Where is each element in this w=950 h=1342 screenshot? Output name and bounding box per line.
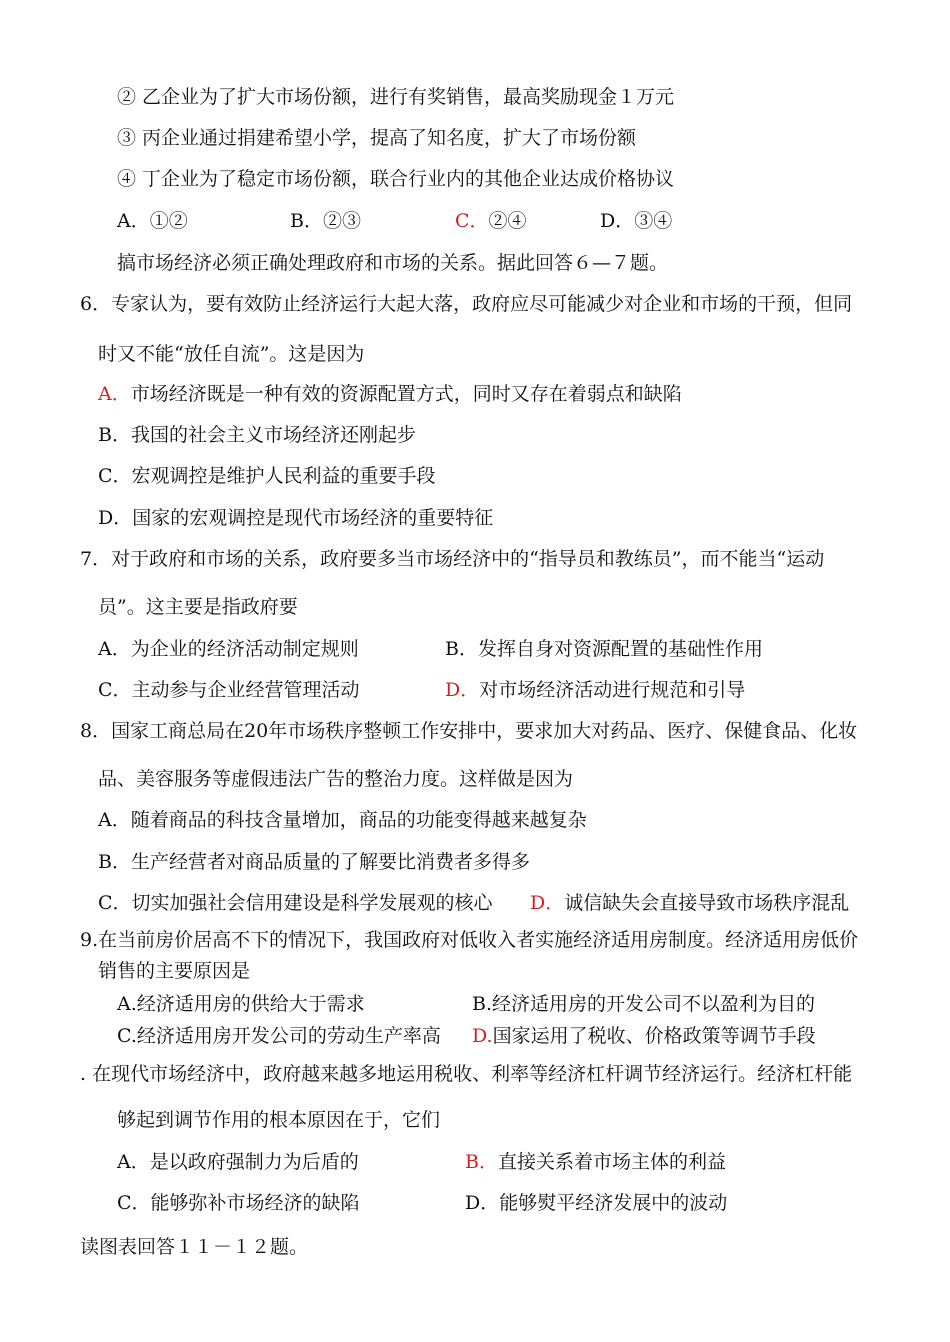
q8-option-c: C．切实加强社会信用建设是科学发展观的核心 — [98, 892, 493, 914]
q10-stem-line1: . 在现代市场经济中，政府越来越多地运用税收、利率等经济杠杆调节经济运行。经济杠杆能 — [80, 1063, 853, 1085]
q7-option-c: C．主动参与企业经营管理活动 — [98, 679, 360, 701]
q9-stem-line1: 9.在当前房价居高不下的情况下，我国政府对低收入者实施经济适用房制度。经济适用房低价 — [80, 929, 859, 951]
q8-option-b: B．生产经营者对商品质量的了解要比消费者多得多 — [98, 851, 530, 873]
answer-mark: D. — [472, 1025, 493, 1047]
intro-6-7: 搞市场经济必须正确处理政府和市场的关系。据此回答６—７题。 — [117, 252, 669, 274]
q9-option-d: D.国家运用了税收、价格政策等调节手段 — [472, 1025, 816, 1047]
q7-stem-line2: 员”。这主要是指政府要 — [98, 596, 298, 618]
q10-option-a: A．是以政府强制力为后盾的 — [117, 1151, 359, 1173]
q10-option-d: D．能够熨平经济发展中的波动 — [465, 1192, 728, 1214]
q5-item-4: ④ 丁企业为了稳定市场份额，联合行业内的其他企业达成价格协议 — [117, 168, 675, 190]
q7-option-a: A．为企业的经济活动制定规则 — [98, 638, 359, 660]
q9-stem-line2: 销售的主要原因是 — [98, 960, 251, 982]
q10-stem-line2: 够起到调节作用的根本原因在于，它们 — [117, 1109, 441, 1131]
q7-option-b: B．发挥自身对资源配置的基础性作用 — [445, 638, 763, 660]
q9-option-b: B.经济适用房的开发公司不以盈利为目的 — [472, 993, 816, 1015]
answer-mark: D． — [530, 892, 565, 914]
q10-option-b: B．直接关系着市场主体的利益 — [465, 1151, 726, 1173]
answer-mark: C． — [455, 210, 489, 232]
answer-mark: A． — [98, 383, 131, 405]
q7-stem-line1: 7．对于政府和市场的关系，政府要多当市场经济中的“指导员和教练员”，而不能当“运动 — [80, 548, 825, 570]
answer-mark: D． — [445, 679, 480, 701]
q5-option-c: C．②④ — [455, 210, 527, 232]
q6-stem-line1: 6．专家认为，要有效防止经济运行大起大落，政府应尽可能减少对企业和市场的干预，但同 — [80, 293, 853, 315]
q6-option-c: C．宏观调控是维护人民利益的重要手段 — [98, 465, 436, 487]
q6-option-b: B．我国的社会主义市场经济还刚起步 — [98, 424, 416, 446]
q6-option-d: D．国家的宏观调控是现代市场经济的重要特征 — [98, 507, 494, 529]
q5-item-3: ③ 丙企业通过捐建希望小学，提高了知名度，扩大了市场份额 — [117, 127, 637, 149]
q8-stem-line2: 品、美容服务等虚假违法广告的整治力度。这样做是因为 — [98, 768, 574, 790]
q7-option-d: D．对市场经济活动进行规范和引导 — [445, 679, 746, 701]
q9-option-a: A.经济适用房的供给大于需求 — [117, 993, 365, 1015]
q8-option-a: A．随着商品的科技含量增加，商品的功能变得越来越复杂 — [98, 809, 587, 831]
q5-option-a: A．①② — [117, 210, 188, 232]
q6-stem-line2: 时又不能“放任自流”。这是因为 — [98, 343, 365, 365]
q5-item-2: ② 乙企业为了扩大市场份额，进行有奖销售，最高奖励现金１万元 — [117, 86, 675, 108]
q6-option-a: A．市场经济既是一种有效的资源配置方式，同时又存在着弱点和缺陷 — [98, 383, 682, 405]
q5-option-b: B．②③ — [290, 210, 361, 232]
answer-mark: B． — [465, 1151, 498, 1173]
q8-stem-line1: 8．国家工商总局在20年市场秩序整顿工作安排中，要求加大对药品、医疗、保健食品、化妆 — [80, 720, 858, 742]
q8-option-d: D．诚信缺失会直接导致市场秩序混乱 — [530, 892, 850, 914]
q10-option-c: C．能够弥补市场经济的缺陷 — [117, 1192, 360, 1214]
q9-option-c: C.经济适用房开发公司的劳动生产率高 — [117, 1025, 441, 1047]
outro-11-12: 读图表回答１１－１２题。 — [80, 1236, 309, 1258]
q5-option-d: D．③④ — [600, 210, 673, 232]
